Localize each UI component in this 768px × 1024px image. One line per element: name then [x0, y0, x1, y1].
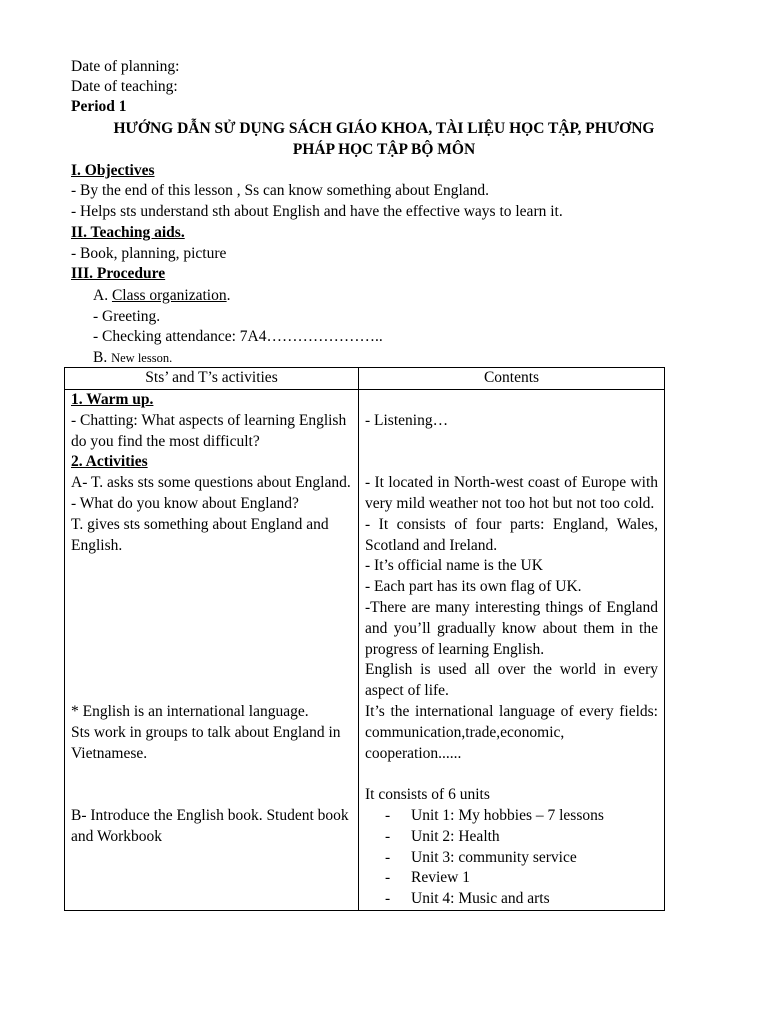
- greeting-line: - Greeting.: [93, 308, 161, 325]
- step-a-label: A.: [93, 287, 112, 304]
- lesson-activities-table: [64, 367, 665, 911]
- list-item: - Review 1: [365, 868, 658, 889]
- content-units-intro: It consists of 6 units: [365, 786, 490, 804]
- activities-cell: [65, 390, 359, 911]
- table-header-row: [65, 368, 665, 390]
- activity-know-england: - What do you know about England?: [71, 494, 299, 512]
- content-location: - It located in North-west coast of Europe with very mild weather not too hot but not too cold.: [365, 474, 658, 512]
- new-lesson-text: New lesson.: [111, 351, 173, 365]
- objective-item-1: - By the end of this lesson , Ss can know something about England.: [71, 182, 490, 199]
- list-item: - Unit 4: Music and arts: [365, 889, 658, 910]
- objectives-heading: I. Objectives: [71, 162, 155, 179]
- activities-column-header: Sts’ and T’s activities: [65, 368, 359, 390]
- list-item: - Unit 3: community service: [365, 848, 658, 869]
- procedure-heading: III. Procedure: [71, 265, 166, 282]
- new-lesson-line: [93, 348, 172, 368]
- class-organization-text: Class organization: [111, 287, 227, 304]
- contents-column-header: Contents: [359, 368, 665, 390]
- list-item: - Unit 1: My hobbies – 7 lessons: [365, 806, 658, 827]
- class-organization-dot: .: [226, 287, 231, 304]
- period-label: Period 1: [71, 98, 127, 115]
- content-interesting-things: -There are many interesting things of England and you’ll gradually know about them in the progress of learning English.: [365, 598, 658, 658]
- content-international: It’s the international language of every fields: communication,trade,economic, cooperation......: [365, 702, 658, 762]
- step-b-label: B.: [93, 349, 112, 366]
- activity-international-language: * English is an international language.: [71, 702, 309, 720]
- date-of-teaching: Date of teaching:: [71, 78, 178, 95]
- list-item: - Unit 2: Health: [365, 827, 658, 848]
- content-listening: - Listening…: [365, 411, 449, 429]
- lesson-title-line-1: HƯỚNG DẪN SỬ DỤNG SÁCH GIÁO KHOA, TÀI LIỆU HỌC TẬP, PHƯƠNG: [113, 120, 655, 137]
- table-row: [65, 390, 665, 911]
- warm-up-chatting: - Chatting: What aspects of learning English do you find the most difficult?: [71, 411, 347, 450]
- content-four-parts: - It consists of four parts: England, Wales, Scotland and Ireland.: [365, 515, 658, 554]
- activities-heading: 2. Activities: [71, 453, 148, 471]
- teaching-aids-heading: II. Teaching aids.: [71, 224, 185, 241]
- activity-teacher-gives: T. gives sts something about England and English.: [71, 515, 329, 554]
- date-of-planning: Date of planning:: [71, 58, 180, 75]
- units-list: [365, 806, 658, 910]
- attendance-line: - Checking attendance: 7A4…………………..: [93, 328, 383, 345]
- lesson-title-line-2: PHÁP HỌC TẬP BỘ MÔN: [292, 141, 476, 158]
- content-flag: - Each part has its own flag of UK.: [365, 578, 582, 596]
- content-english-used: English is used all over the world in every aspect of life.: [365, 661, 658, 700]
- class-organization-line: [93, 286, 230, 306]
- activity-a-questions: A- T. asks sts some questions about England.: [71, 474, 351, 492]
- objective-item-2: - Helps sts understand sth about English and have the effective ways to learn it.: [71, 203, 563, 220]
- activity-group-work: Sts work in groups to talk about England in Vietnamese.: [71, 723, 341, 762]
- teaching-aids-item: - Book, planning, picture: [71, 245, 227, 262]
- activity-introduce-book: B- Introduce the English book. Student book and Workbook: [71, 806, 349, 845]
- content-official-name: - It’s official name is the UK: [365, 557, 543, 575]
- contents-cell: [359, 390, 665, 911]
- warm-up-heading: 1. Warm up.: [71, 391, 154, 408]
